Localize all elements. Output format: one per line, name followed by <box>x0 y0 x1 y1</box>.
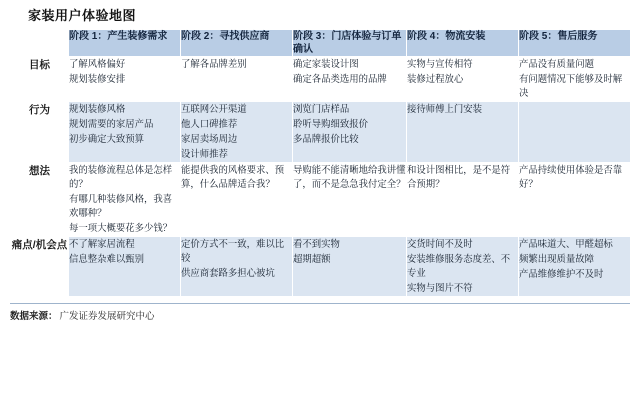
cell-behavior-stage-1 <box>69 102 181 163</box>
cell-goal-stage-4 <box>407 57 519 102</box>
list-item: 不了解家居流程 <box>69 238 135 249</box>
column-header-stage-4: 阶段 4：物流安装 <box>407 30 519 57</box>
list-item: 信息整杂难以甄别 <box>69 253 145 264</box>
list-item: 产品没有质量问题 <box>519 58 595 69</box>
list-item: 装修过程放心 <box>407 73 464 84</box>
list-item: 他人口碑推荐 <box>181 118 238 129</box>
cell-behavior-stage-5 <box>519 102 631 163</box>
list-item: 供应商套路多担心被坑 <box>181 267 275 278</box>
cell-painpoint-stage-3 <box>293 237 407 297</box>
column-header-stage-5: 阶段 5：售后服务 <box>519 30 631 57</box>
page-title: 家装用户体验地图 <box>28 8 137 23</box>
experience-map-table <box>10 29 631 297</box>
list-item: 实物与图片不符 <box>407 282 473 293</box>
list-item: 和设计图相比，是不是符合预期？ <box>407 164 511 189</box>
table-row <box>11 237 631 297</box>
list-item: 规划装修风格 <box>69 103 126 114</box>
list-item: 产品持续使用体验是否靠好？ <box>519 164 623 189</box>
source-org: 广发证券发展研究中心 <box>59 311 155 322</box>
list-item: 交货时间不及时 <box>407 238 473 249</box>
list-item: 我的装修流程总体是怎样的？ <box>69 164 173 189</box>
list-item: 互联网公开渠道 <box>181 103 247 114</box>
list-item: 确定各品类选用的品牌 <box>293 73 387 84</box>
table-row <box>11 163 631 237</box>
list-item: 有问题情况下能够及时解决 <box>519 73 623 98</box>
list-item: 初步确定大致预算 <box>69 133 145 144</box>
list-item: 规划需要的家居产品 <box>69 118 154 129</box>
cell-goal-stage-1 <box>69 57 181 102</box>
list-item: 多品牌报价比较 <box>293 133 359 144</box>
list-item: 产品维修维护不及时 <box>519 268 604 279</box>
column-header-stage-1: 阶段 1：产生装修需求 <box>69 30 181 57</box>
cell-thought-stage-1 <box>69 163 181 237</box>
table-header-row <box>11 30 631 57</box>
list-item: 接待师傅上门安装 <box>407 103 483 114</box>
list-item: 产品味道大、甲醛超标 <box>519 238 613 249</box>
list-item: 频繁出现质量故障 <box>519 253 595 264</box>
list-item: 看不到实物 <box>293 238 340 249</box>
list-item: 浏览门店样品 <box>293 103 350 114</box>
table-row <box>11 57 631 102</box>
cell-thought-stage-4 <box>407 163 519 237</box>
cell-thought-stage-3 <box>293 163 407 237</box>
list-item: 设计师推荐 <box>181 148 228 159</box>
list-item: 家居卖场周边 <box>181 133 238 144</box>
list-item: 每一项大概要花多少钱？ <box>69 222 173 233</box>
corner-blank-cell <box>11 30 69 57</box>
list-item: 安装维修服务态度差、不专业 <box>407 253 511 278</box>
list-item: 超期超额 <box>293 253 331 264</box>
cell-thought-stage-5 <box>519 163 631 237</box>
cell-painpoint-stage-1 <box>69 237 181 297</box>
list-item: 有哪几种装修风格，我喜欢哪种？ <box>69 193 173 218</box>
cell-goal-stage-2 <box>181 57 293 102</box>
list-item: 实物与宣传相符 <box>407 58 473 69</box>
column-header-stage-3: 阶段 3：门店体验与订单确认 <box>293 30 407 57</box>
row-label-goal: 目标 <box>11 57 69 102</box>
cell-goal-stage-5 <box>519 57 631 102</box>
cell-painpoint-stage-5 <box>519 237 631 297</box>
cell-behavior-stage-2 <box>181 102 293 163</box>
list-item: 了解风格偏好 <box>69 58 126 69</box>
cell-painpoint-stage-4 <box>407 237 519 297</box>
list-item: 规划装修安排 <box>69 73 126 84</box>
list-item: 定价方式不一致，难以比较 <box>181 238 285 263</box>
list-item: 能提供我的风格要求、预算，什么品牌适合我？ <box>181 164 285 189</box>
column-header-stage-2: 阶段 2：寻找供应商 <box>181 30 293 57</box>
row-label-painpoint: 痛点/机会点 <box>11 237 69 297</box>
footer-divider <box>10 303 630 304</box>
cell-behavior-stage-3 <box>293 102 407 163</box>
table-row <box>11 102 631 163</box>
list-item: 确定家装设计图 <box>293 58 359 69</box>
cell-painpoint-stage-2 <box>181 237 293 297</box>
list-item: 聆听导购细致报价 <box>293 118 369 129</box>
cell-thought-stage-2 <box>181 163 293 237</box>
row-label-behavior: 行为 <box>11 102 69 163</box>
source-note <box>10 308 630 322</box>
cell-goal-stage-3 <box>293 57 407 102</box>
cell-behavior-stage-4 <box>407 102 519 163</box>
list-item: 了解各品牌差别 <box>181 58 247 69</box>
list-item: 导购能不能清晰地给我讲懂了，而不是急急我付定全？ <box>293 164 406 189</box>
source-label: 数据来源： <box>10 311 58 322</box>
row-label-thought: 想法 <box>11 163 69 237</box>
